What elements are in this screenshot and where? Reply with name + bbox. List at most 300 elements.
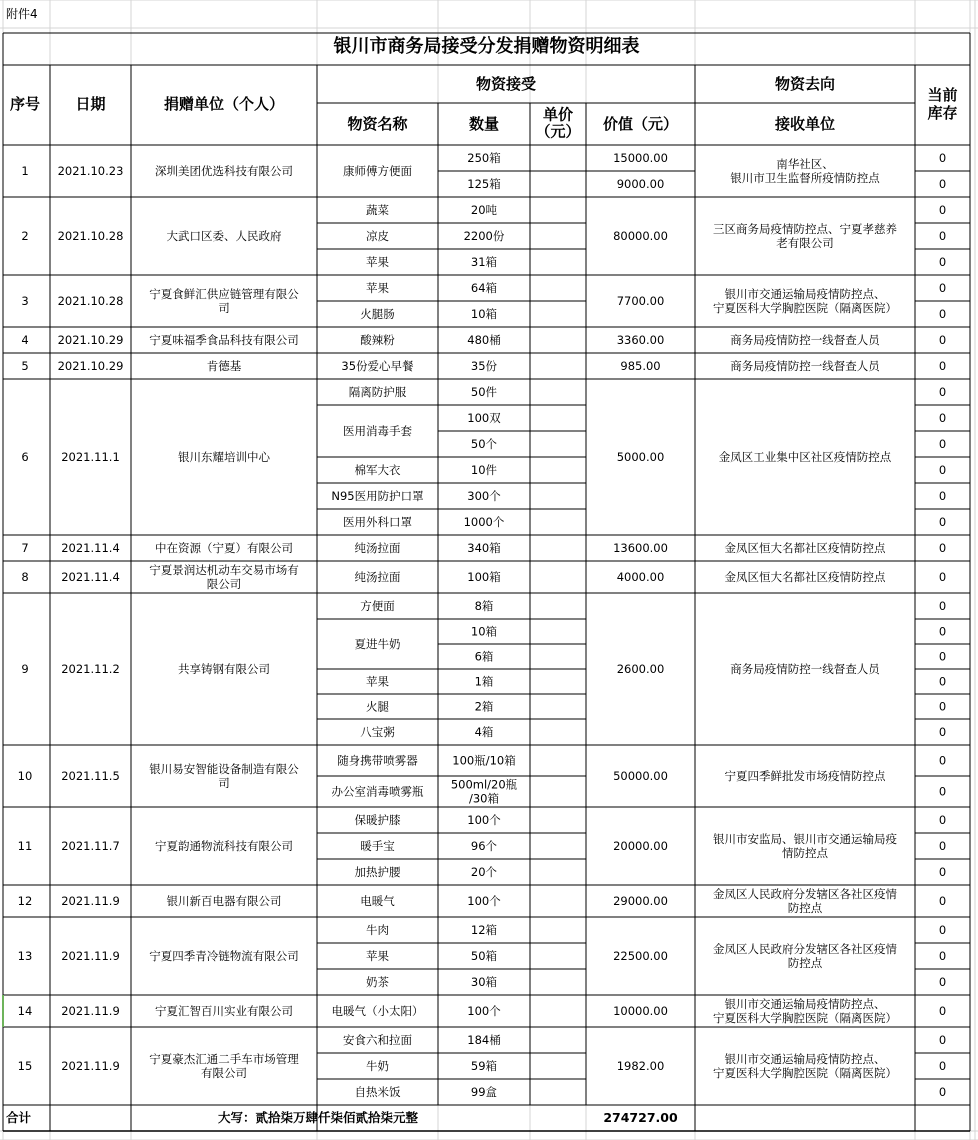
record-date-line: 2021.10.28 [57,294,124,308]
header-recipient-line: 接收单位 [774,115,836,133]
item-quantity-line: 100瓶/10箱 [452,753,516,768]
record-date [61,1004,120,1018]
recipient-name [713,942,897,970]
record-number [18,1059,33,1073]
record-date [61,769,120,783]
recipient-name-line: 金凤区恒大名都社区疫情防控点 [724,570,886,584]
current-stock-line: 0 [938,255,947,269]
item-quantity [451,778,518,806]
record-value-line: 2600.00 [616,662,665,676]
item-name [355,865,401,879]
current-stock-line: 0 [938,813,947,827]
item-quantity-line: 480桶 [467,333,501,347]
current-stock [939,625,946,639]
item-value-line: 15000.00 [613,151,668,165]
current-stock-line: 0 [938,177,947,191]
item-quantity [471,975,497,989]
current-stock-line: 0 [938,599,947,613]
record-date [61,894,120,908]
record-date-line: 2021.11.5 [61,769,120,783]
total-label [6,1110,32,1125]
item-name-line: 方便面 [360,599,395,613]
record-value-line: 1982.00 [616,1059,665,1073]
recipient-name [713,1052,897,1080]
record-value [617,570,665,584]
record-number-line: 7 [21,541,29,555]
header-seq-line: 序号 [9,95,41,113]
item-quantity-line: 250箱 [467,151,501,165]
item-quantity-line: 6箱 [474,649,494,664]
item-name-line: 苹果 [366,255,389,269]
donor-name-line: 宁夏食鲜汇供应链管理有限公 [149,287,299,301]
donor-name-line: 司 [218,301,230,315]
item-name-line: 安食六和拉面 [343,1033,412,1047]
header-quantity-line: 数量 [468,115,500,133]
donor-name [149,287,299,315]
recipient-name-line: 防控点 [787,956,823,970]
current-stock-line: 0 [938,437,947,451]
current-stock [939,515,946,529]
item-quantity [467,1004,501,1018]
donor-name-line: 银川东耀培训中心 [178,450,270,464]
current-stock [939,437,946,451]
record-number [21,229,28,243]
item-quantity-line: 64箱 [470,281,498,295]
recipient-name-line: 金凤区恒大名都社区疫情防控点 [724,541,886,555]
item-quantity-line: 100双 [467,411,501,425]
current-stock [939,700,946,714]
item-quantity-line: 99盒 [470,1085,498,1099]
item-name [349,385,407,399]
item-quantity [467,894,501,908]
item-value-line: 9000.00 [616,177,665,191]
donor-name [167,229,282,243]
header-stock [927,86,957,122]
record-value [620,359,660,373]
item-name [366,281,389,295]
header-unit-price [535,106,580,141]
current-stock [939,725,946,739]
item-quantity [471,463,498,477]
current-stock [939,385,946,399]
current-stock-line: 0 [938,359,947,373]
page-title [334,35,640,57]
current-stock-line: 0 [938,229,947,243]
item-name [355,570,401,584]
current-stock-line: 0 [938,489,947,503]
item-name [360,839,395,853]
item-quantity-line: /30箱 [468,791,500,806]
item-quantity [475,675,494,689]
current-stock-line: 0 [938,674,947,689]
item-quantity [471,865,498,879]
record-number [21,294,28,308]
item-quantity-line: 100个 [467,1004,501,1018]
item-quantity-line: 184桶 [467,1033,501,1047]
record-date [61,949,120,963]
record-number [18,949,33,963]
record-date [58,359,124,373]
current-stock-line: 0 [938,975,947,989]
header-receive-group [476,75,537,93]
record-number [21,359,28,373]
item-name-line: 纯汤拉面 [354,570,401,584]
record-number-line: 14 [17,1004,33,1018]
record-number [21,333,28,347]
item-name [355,637,401,651]
donor-name-line: 银川易安智能设备制造有限公 [149,762,299,776]
donor-name-line: 宁夏景润达机动车交易市场有 [149,563,299,577]
record-value [617,1059,665,1073]
total-amount [603,1110,678,1125]
recipient-name-line: 金凤区人民政府分发辖区各社区疫情 [713,887,897,901]
item-quantity [475,599,494,613]
record-value [617,450,665,464]
record-value [617,294,665,308]
item-quantity-line: 50件 [470,385,498,399]
item-name [360,333,395,347]
item-name [337,754,418,768]
item-quantity [471,203,498,217]
record-value-line: 10000.00 [613,1004,668,1018]
item-quantity-line: 50箱 [470,949,498,963]
record-value [613,839,668,853]
recipient-name-line: 情防控点 [782,846,828,860]
current-stock-line: 0 [938,151,947,165]
donor-name [149,563,299,591]
donor-name-line: 大武口区委、人民政府 [166,229,282,243]
header-quantity [469,115,499,133]
current-stock-line: 0 [938,1033,947,1047]
recipient-name [730,359,881,373]
current-stock [939,489,946,503]
item-quantity [471,1059,497,1073]
item-quantity [471,437,498,451]
record-number [21,450,28,464]
recipient-name [730,157,880,185]
recipient-name-line: 金凤区人民政府分发辖区各社区疫情 [713,942,897,956]
record-value-line: 80000.00 [613,229,668,243]
item-name-line: 奶茶 [366,975,389,989]
donor-name [155,541,293,555]
current-stock [939,949,946,963]
recipient-name [713,887,897,915]
item-name-line: 康师傅方便面 [343,164,412,178]
item-quantity [467,333,500,347]
item-name [341,359,414,373]
item-quantity-line: 100箱 [467,570,501,584]
item-quantity-line: 30箱 [470,975,498,989]
item-quantity-line: 4箱 [474,725,494,739]
item-name [355,463,401,477]
item-name-line: 医用消毒手套 [343,424,412,438]
current-stock [939,255,946,269]
header-destination-group-line: 物资去向 [774,75,836,93]
header-stock-line: 当前 [927,86,958,104]
current-stock [939,785,946,799]
item-name-line: 电暖气（小太阳） [331,1004,424,1018]
donor-name-line: 宁夏韵通物流科技有限公司 [155,839,293,853]
record-date-line: 2021.11.1 [61,450,120,464]
donor-name [149,1052,299,1080]
item-name [343,515,412,529]
current-stock-line: 0 [938,1085,947,1099]
record-value-line: 5000.00 [616,450,665,464]
item-quantity [475,700,494,714]
item-quantity [467,151,500,165]
record-value-line: 50000.00 [613,769,668,783]
current-stock [939,894,946,908]
recipient-name-line: 宁夏医科大学胸腔医院（隔离医院） [713,301,897,315]
item-name [360,725,395,739]
current-stock-line: 0 [938,1004,947,1018]
total-in-words [218,1110,419,1125]
attachment-label-line: 附件4 [6,7,38,21]
item-quantity [471,839,498,853]
item-name [355,1085,401,1099]
item-name-line: 苹果 [366,281,389,295]
donor-name [178,662,270,676]
record-number-line: 12 [17,894,33,908]
item-quantity-line: 2箱 [474,699,494,714]
current-stock-line: 0 [938,949,947,963]
header-value-line: 价值（元） [602,115,679,133]
current-stock-line: 0 [938,894,947,908]
item-quantity [464,229,505,243]
item-quantity [471,1085,498,1099]
current-stock [939,177,946,191]
record-value [617,333,665,347]
recipient-name-line: 银川市交通运输局疫情防控点、 [724,997,886,1011]
donor-name [149,333,299,347]
item-name-line: 暖手宝 [360,839,395,853]
donor-name [155,839,293,853]
current-stock [939,359,946,373]
item-quantity [467,813,501,827]
item-quantity-line: 35份 [470,359,498,373]
item-name [366,923,389,937]
current-stock-line: 0 [938,699,947,714]
current-stock [939,333,946,347]
record-value [617,662,665,676]
current-stock [939,1033,946,1047]
recipient-name-line: 银川市安监局、银川市交通运输局疫 [713,832,897,846]
current-stock [939,570,946,584]
record-number [21,164,28,178]
record-value [613,949,668,963]
table-cells [6,6,958,1125]
item-quantity-line: 59箱 [470,1059,498,1073]
current-stock [939,865,946,879]
item-name-line: 保暖护膝 [354,813,401,827]
record-number-line: 4 [21,333,29,347]
record-number [21,541,28,555]
donor-name-line: 宁夏豪杰汇通二手车市场管理 [149,1052,299,1066]
item-name-line: 电暖气 [360,894,395,908]
current-stock [939,813,946,827]
item-value [617,177,665,191]
item-quantity [452,754,515,768]
item-quantity [471,385,498,399]
item-name-line: 苹果 [366,949,389,963]
item-quantity [471,307,497,321]
record-value-line: 3360.00 [616,333,665,347]
item-quantity [467,570,500,584]
item-quantity-line: 125箱 [467,177,501,191]
item-name-line: 夏进牛奶 [354,637,401,651]
item-quantity-line: 100个 [467,894,501,908]
current-stock-line: 0 [938,839,947,853]
recipient-name [713,832,897,860]
current-stock [939,281,946,295]
record-date-line: 2021.11.9 [61,949,120,963]
record-date-line: 2021.11.9 [61,1059,120,1073]
item-name-line: 加热护腰 [354,865,401,879]
record-value-line: 4000.00 [616,570,665,584]
current-stock-line: 0 [938,649,947,664]
recipient-name [725,570,886,584]
record-date-line: 2021.11.4 [61,570,120,584]
record-date-line: 2021.10.29 [57,333,124,347]
item-name [366,203,389,217]
donor-name-line: 限公司 [206,577,242,591]
recipient-name-line: 南华社区、 [776,157,834,171]
item-quantity [471,923,497,937]
item-name-line: 牛肉 [366,923,389,937]
current-stock [939,229,946,243]
item-quantity-line: 1000个 [463,515,505,529]
item-name-line: 办公室消毒喷雾瓶 [331,784,424,799]
item-quantity [475,725,494,739]
current-stock [939,839,946,853]
header-stock-line: 库存 [927,104,958,122]
header-date [75,95,105,113]
item-quantity-line: 10件 [470,463,498,477]
record-number-line: 8 [21,570,29,584]
current-stock [939,307,946,321]
item-name [360,307,395,321]
header-donor [164,95,284,113]
item-name [355,541,401,555]
item-quantity [467,411,501,425]
donor-name [167,894,282,908]
header-date-line: 日期 [75,95,106,113]
record-number [18,769,33,783]
donor-name [149,762,299,790]
item-quantity-line: 10箱 [470,307,498,321]
record-date-line: 2021.11.9 [61,894,120,908]
record-value [613,541,668,555]
recipient-name [719,450,892,464]
header-unit-price-line: 单价 [542,105,574,124]
record-date [61,1059,120,1073]
current-stock-line: 0 [938,333,947,347]
item-quantity-line: 340箱 [467,541,501,555]
item-name [366,949,389,963]
donor-name [178,450,270,464]
header-seq [10,95,40,113]
current-stock-line: 0 [938,570,947,584]
item-quantity-line: 500ml/20瓶 [450,777,518,792]
donor-name-line: 共享铸钢有限公司 [178,662,270,676]
item-quantity-line: 2200份 [463,229,505,243]
current-stock [939,599,946,613]
donor-name [149,949,299,963]
donor-name-line: 宁夏味福季食品科技有限公司 [149,333,299,347]
recipient-name [713,997,897,1025]
item-name [360,599,395,613]
record-value [613,1004,668,1018]
record-number-line: 2 [21,229,29,243]
item-value [613,151,668,165]
record-number-line: 11 [17,839,33,853]
item-name-line: 八宝粥 [360,725,395,739]
current-stock-line: 0 [938,203,947,217]
record-number-line: 1 [21,164,29,178]
record-date-line: 2021.11.2 [61,662,120,676]
recipient-name-line: 银川市交通运输局疫情防控点、 [724,1052,886,1066]
recipient-name-line: 宁夏医科大学胸腔医院（隔离医院） [713,1066,897,1080]
header-unit-price-line: （元） [535,122,581,141]
item-quantity [471,625,497,639]
item-name [366,975,389,989]
header-receive-group-line: 物资接受 [475,75,537,93]
page-title-line: 银川市商务局接受分发捐赠物资明细表 [333,36,640,57]
record-value [613,229,668,243]
item-quantity-line: 10箱 [470,624,498,639]
current-stock-line: 0 [938,784,947,799]
item-name [343,164,412,178]
record-date [58,333,124,347]
item-name [366,255,389,269]
recipient-name-line: 老有限公司 [776,236,834,250]
item-name-line: 牛奶 [366,1059,389,1073]
current-stock-line: 0 [938,624,947,639]
header-item-name-line: 物资名称 [347,115,408,133]
total-amount-line: 274727.00 [603,1110,678,1125]
header-value [603,115,678,133]
recipient-name-line: 金凤区工业集中区社区疫情防控点 [718,450,892,464]
item-name [332,785,424,799]
item-name-line: 35份爱心早餐 [341,359,414,373]
recipient-name-line: 商务局疫情防控一线督查人员 [730,359,880,373]
current-stock-line: 0 [938,281,947,295]
item-name-line: 医用外科口罩 [343,515,412,529]
recipient-name [725,769,886,783]
record-value [613,769,668,783]
item-quantity [471,949,497,963]
record-date [61,839,120,853]
item-name-line: 火腿 [366,699,389,714]
item-quantity [467,541,500,555]
record-number [21,662,28,676]
record-number-line: 13 [17,949,33,963]
current-stock-line: 0 [938,307,947,321]
record-value-line: 7700.00 [616,294,665,308]
donor-name [155,1004,293,1018]
item-quantity-line: 20吨 [470,203,498,217]
item-name [355,813,401,827]
item-quantity-line: 20个 [470,865,498,879]
record-date [58,164,124,178]
record-value-line: 29000.00 [613,894,668,908]
recipient-name-line: 防控点 [787,901,823,915]
record-number [18,839,33,853]
record-value-line: 20000.00 [613,839,668,853]
record-date [58,294,124,308]
recipient-name [713,222,897,250]
item-name [366,229,389,243]
